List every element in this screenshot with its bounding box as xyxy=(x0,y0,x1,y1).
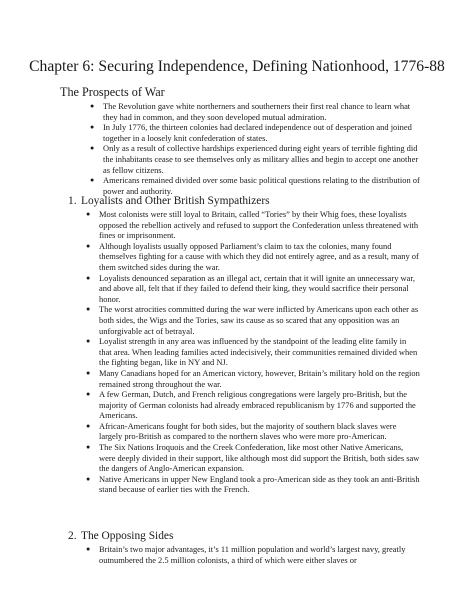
bullet-dot-icon: ● xyxy=(86,337,91,346)
bullet-item xyxy=(86,389,420,421)
bullet-dot-icon: ● xyxy=(86,545,91,553)
intro-bullet-list xyxy=(90,101,423,196)
bullet-item xyxy=(90,122,423,143)
subsection-title: The Opposing Sides xyxy=(81,530,174,542)
bullet-text: The Six Nations Iroquois and the Creek Confederation, like most other Native Americans, were deeply divided in their support, like although most did support the British, both sides saw the dangers of Anglo-American expansion. xyxy=(99,442,420,474)
bullet-dot-icon: ● xyxy=(86,421,91,430)
bullet-text: Britain’s two major advantages, it’s 11 million population and world’s largest navy, greatly outnumbered the 2.5 million colonists, a third of which were either slaves or xyxy=(99,544,406,565)
bullet-item xyxy=(90,143,423,175)
subsection-number: 1. xyxy=(68,195,77,207)
bullet-dot-icon: ● xyxy=(90,123,95,132)
bullet-dot-icon: ● xyxy=(86,210,91,218)
bullet-dot-icon: ● xyxy=(86,443,91,452)
bullet-dot-icon: ● xyxy=(86,273,91,282)
subsection-number: 2. xyxy=(68,530,77,542)
bullet-text: Although loyalists usually opposed Parliament’s claim to tax the colonies, many found themselves fighting for a cause with which they did not entirely agree, and as a result, many of them switched sides during the war. xyxy=(99,240,419,272)
bullet-text: Most colonists were still loyal to Britain, called “Tories” by their Whig foes, these loyalists opposed the rebellion actively and refused to support the Confederation unless threatened with fines or imprisonment. xyxy=(99,209,419,241)
bullet-dot-icon: ● xyxy=(86,305,91,314)
bullet-text: The Revolution gave white northerners and southerners their first real chance to learn what they had in common, and they soon developed mutual admiration. xyxy=(103,101,411,122)
bullet-dot-icon: ● xyxy=(90,144,95,153)
subsection-heading-opposing-sides xyxy=(68,530,173,543)
bullet-text: Loyalist strength in any area was influenced by the standpoint of the leading elite family in that area. When leading families acted indecisively, their communities remained divided when the fighting began, like in NY and NJ. xyxy=(99,336,418,368)
subsection-heading-loyalists xyxy=(68,195,270,208)
bullet-text: Only as a result of collective hardships experienced during eight years of terrible fighting did the inhabitants cease to see themselves only as military allies and begin to accept one another as fellow citizens. xyxy=(103,143,419,175)
bullet-dot-icon: ● xyxy=(86,390,91,399)
bullet-item xyxy=(90,175,423,196)
bullet-text: The worst atrocities committed during the war were inflicted by Americans upon each other as both sides, the Wigs and the Tories, saw its cause as so scared that any opposition was an unforgivable act of betrayal. xyxy=(99,304,419,336)
bullet-item xyxy=(86,442,420,474)
loyalists-bullet-list xyxy=(86,209,420,495)
bullet-dot-icon: ● xyxy=(86,368,91,377)
subsection-title: Loyalists and Other British Sympathizers xyxy=(81,195,270,207)
bullet-item xyxy=(86,421,420,442)
bullet-text: Many Canadians hoped for an American victory, however, Britain’s military hold on the region remained strong throughout the war. xyxy=(99,367,420,389)
bullet-item xyxy=(86,368,420,389)
chapter-title: Chapter 6: Securing Independence, Defining Nationhood, 1776-88 xyxy=(29,58,445,75)
bullet-item xyxy=(86,241,420,273)
section-heading-prospects-of-war: The Prospects of War xyxy=(60,85,165,99)
bullet-dot-icon: ● xyxy=(86,474,91,483)
bullet-text: In July 1776, the thirteen colonies had declared independence out of desperation and joined together in a loosely knit confederation of states. xyxy=(103,122,412,143)
bullet-text: Americans remained divided over some basic political questions relating to the distribution of power and authority. xyxy=(103,175,420,196)
bullet-dot-icon: ● xyxy=(86,241,91,250)
bullet-text: Native Americans in upper New England took a pro-American side as they took an anti-British stand because of earlier ties with the French. xyxy=(99,473,420,495)
bullet-text: African-Americans fought for both sides, but the majority of southern black slaves were largely pro-British as compared to the northern slaves who were more pro-American. xyxy=(99,420,397,442)
bullet-item xyxy=(86,209,420,241)
bullet-item xyxy=(86,336,420,368)
bullet-item xyxy=(90,101,423,122)
bullet-text: Loyalists denounced separation as an illegal act, certain that it will ignite an unnecessary war, and above all, felt that if they failed to defend their king, they would sacrifice their personal honor. xyxy=(99,272,415,304)
bullet-dot-icon: ● xyxy=(90,176,95,185)
opposing-sides-bullet-list xyxy=(86,544,420,565)
bullet-text: A few German, Dutch, and French religious congregations were largely pro-British, but the majority of German colonists had already embraced republicanism by 1776 and supported the Americans. xyxy=(99,389,416,421)
bullet-item xyxy=(86,273,420,305)
bullet-item xyxy=(86,304,420,336)
bullet-item xyxy=(86,474,420,495)
bullet-item xyxy=(86,544,420,565)
bullet-dot-icon: ● xyxy=(90,102,95,110)
